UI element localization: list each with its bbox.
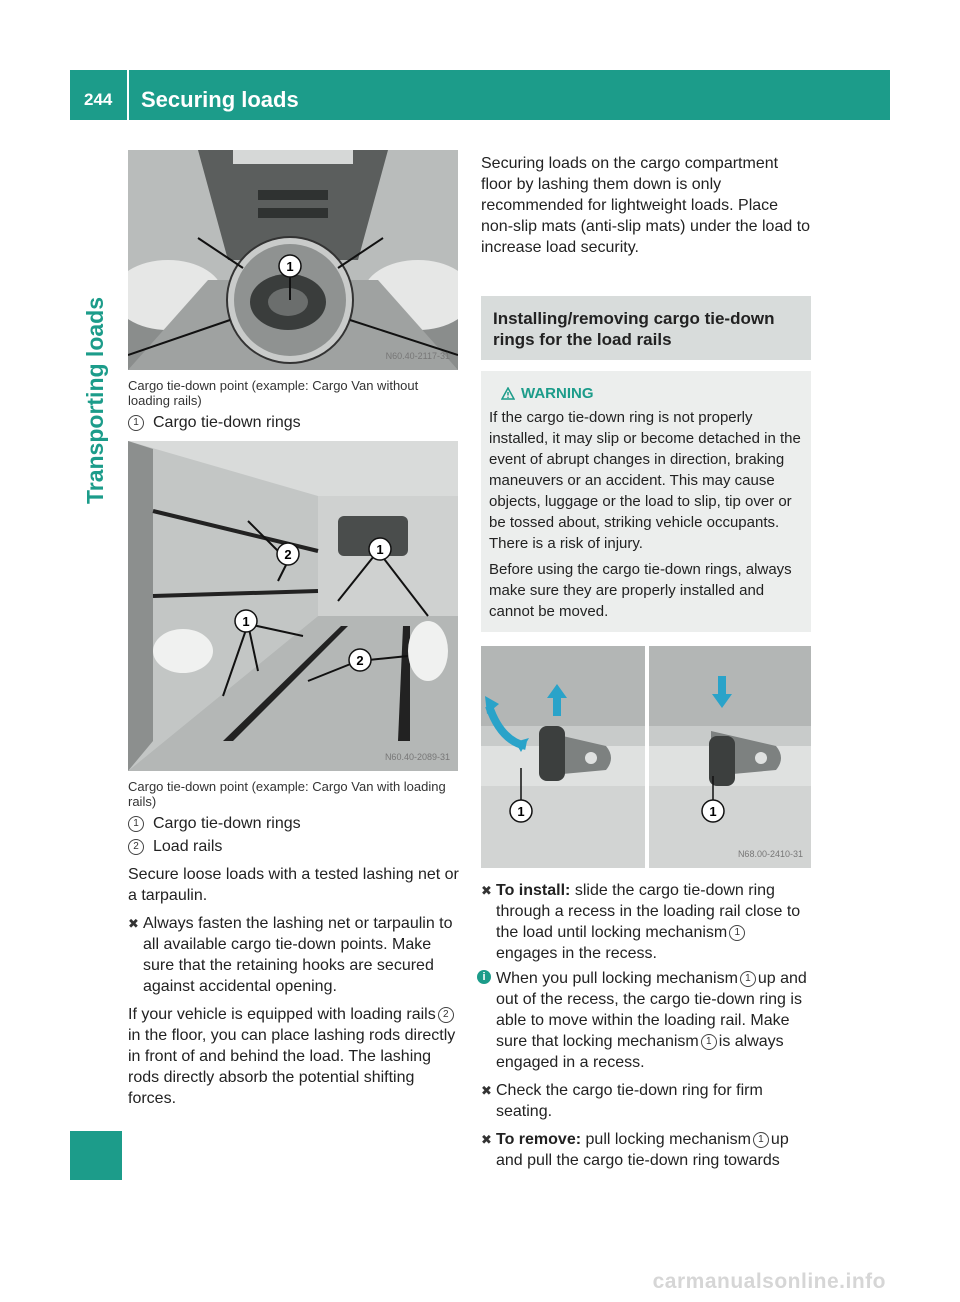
callout-number: 1 <box>753 1132 769 1148</box>
info-note: i When you pull locking mechanism 1 up and out of the recess, the cargo tie-down ring is able to move within the loading rail. Make sure that locking mechanism 1 is always engaged in a recess. <box>481 968 811 1073</box>
callout-number: 1 <box>128 816 144 832</box>
figure-legend <box>128 412 460 433</box>
step-label: To install: <box>496 882 571 899</box>
warning-box <box>481 371 811 632</box>
step-label: To remove: <box>496 1131 582 1148</box>
step-text: Always fasten the lashing net or tarpaulin to all available cargo tie-down points. Make sure that the retaining hooks are secured against accidental opening. <box>143 915 453 995</box>
callout-2 <box>277 543 299 565</box>
callout-number: 1 <box>128 415 144 431</box>
legend-label: Load rails <box>153 838 223 855</box>
info-icon: i <box>477 970 491 984</box>
svg-text:1: 1 <box>286 259 294 274</box>
callout-number: 1 <box>729 925 745 941</box>
svg-text:1: 1 <box>376 542 384 557</box>
tie-down-ring-illustration <box>481 646 811 868</box>
subsection-title: Installing/removing cargo tie-down rings for the load rails <box>493 309 775 349</box>
warning-icon <box>501 387 515 400</box>
subsection-heading <box>481 296 811 360</box>
legend-item <box>128 813 460 834</box>
figure-tie-down-ring <box>481 646 811 868</box>
svg-text:2: 2 <box>284 547 292 562</box>
callout-1 <box>369 538 391 560</box>
left-column <box>128 150 460 1109</box>
instruction-step: ✖ To remove: pull locking mechanism 1 up and pull the cargo tie-down ring towards <box>481 1131 789 1169</box>
callout-number: 2 <box>438 1007 454 1023</box>
warning-text: Before using the cargo tie-down rings, always make sure they are properly installed and cannot be moved. <box>489 561 792 620</box>
paragraph: Secure loose loads with a tested lashing net or a tarpaulin. <box>128 866 459 904</box>
image-code: N68.00-2410-31 <box>737 849 803 859</box>
page-number: 244 <box>84 90 113 109</box>
side-tab-marker <box>70 1131 122 1180</box>
paragraph: Securing loads on the cargo compartment floor by lashing them down is only recommended for lightweight loads. Place non-slip mats (anti-slip mats) under the load to increase load security. <box>481 155 811 256</box>
cargo-floor-illustration <box>128 150 458 370</box>
legend-item <box>128 412 460 433</box>
figure-cargo-van-with-rails <box>128 441 458 771</box>
side-tab-label: Transporting loads <box>82 296 109 504</box>
callout-number: 1 <box>740 971 756 987</box>
warning-text: If the cargo tie-down ring is not properly installed, it may slip or become detached in the event of abrupt changes in direction, braking maneuvers or an accident. This may cause objects, luggage or the load to slip, tip over or be tossed about, striking vehicle occupants. There is a risk of injury. <box>489 409 801 552</box>
legend-label: Cargo tie-down rings <box>153 815 301 832</box>
svg-text:2: 2 <box>356 653 364 668</box>
svg-text:1: 1 <box>242 614 250 629</box>
legend-label: Cargo tie-down rings <box>153 414 301 431</box>
step-text: Check the cargo tie-down ring for firm seating. <box>496 1082 763 1120</box>
step-arrow-icon: ✖ <box>481 883 492 898</box>
side-tab <box>70 130 122 1180</box>
warning-title: WARNING <box>521 385 594 402</box>
instruction-step <box>128 913 460 997</box>
figure-cargo-van-no-rails <box>128 150 458 370</box>
instruction-step: ✖ To install: slide the cargo tie-down ring through a recess in the loading rail close to the load until locking mechanism 1 engages in the recess. <box>481 882 801 962</box>
callout-1 <box>702 800 724 822</box>
callout-number: 1 <box>701 1034 717 1050</box>
legend-item <box>128 836 460 857</box>
figure-caption: Cargo tie-down point (example: Cargo Van with loading rails) <box>128 779 446 809</box>
step-arrow-icon: ✖ <box>481 1083 492 1098</box>
cargo-rails-illustration <box>128 441 458 771</box>
watermark: carmanualsonline.info <box>652 1270 886 1293</box>
section-title: Securing loads <box>141 87 299 112</box>
svg-text:1: 1 <box>709 804 717 819</box>
step-arrow-icon: ✖ <box>128 916 139 931</box>
instruction-step <box>481 1080 811 1122</box>
svg-text:1: 1 <box>517 804 525 819</box>
callout-number: 2 <box>128 839 144 855</box>
page-header <box>70 70 890 120</box>
callout-1 <box>279 255 301 277</box>
paragraph: If your vehicle is equipped with loading rails 2in the floor, you can place lashing rods directly in front of and behind the load. The lashing rods directly absorb the potential shifting forces. <box>128 1006 456 1107</box>
figure-caption: Cargo tie-down point (example: Cargo Van without loading rails) <box>128 378 419 408</box>
callout-1 <box>510 800 532 822</box>
figure-legend <box>128 813 460 857</box>
callout-2 <box>349 649 371 671</box>
callout-1 <box>235 610 257 632</box>
image-code: N60.40-2117-31 <box>385 351 450 361</box>
image-code: N60.40-2089-31 <box>384 752 450 762</box>
header-divider <box>127 70 129 120</box>
right-column <box>481 150 811 1171</box>
warning-header <box>501 383 803 404</box>
step-arrow-icon: ✖ <box>481 1132 492 1147</box>
